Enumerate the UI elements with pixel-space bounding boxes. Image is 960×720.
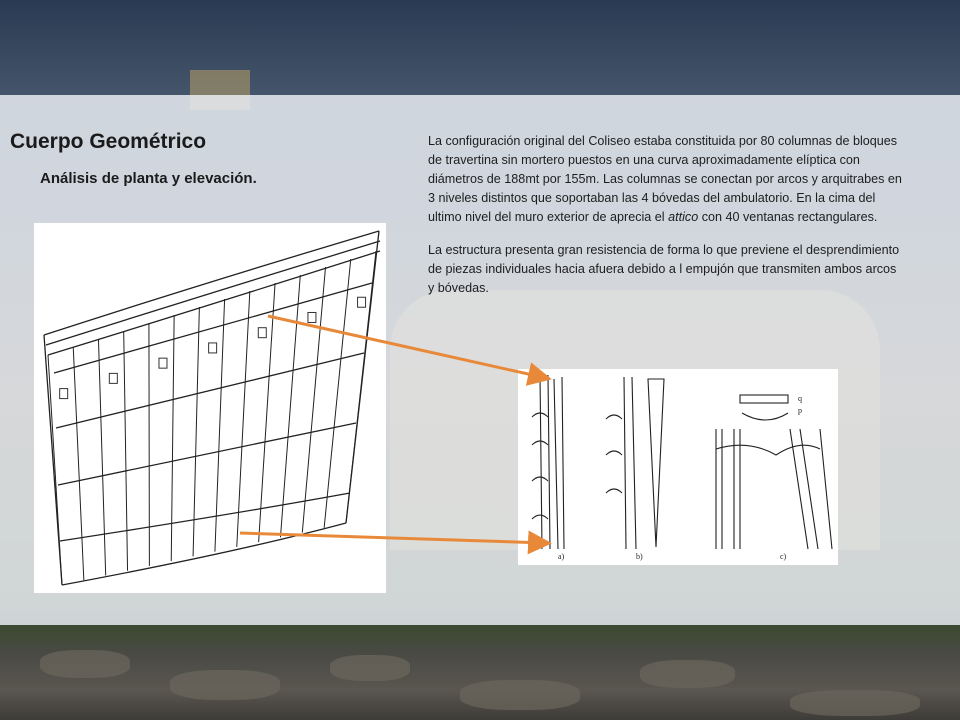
- page-subtitle: Análisis de planta y elevación.: [40, 170, 257, 187]
- attic-window: [209, 343, 217, 353]
- section-label-c: c): [780, 552, 787, 561]
- coliseum-wall-drawing-icon: [34, 223, 386, 593]
- section-label-a: a): [558, 552, 565, 561]
- wall-column: [73, 347, 84, 580]
- wall-column: [280, 275, 300, 537]
- structural-section-drawing-icon: [518, 369, 838, 565]
- paragraph-configuration: La configuración original del Coliseo estaba constituida por 80 columnas de bloques de travertina sin mortero puestos en una curva aproximadamente elíptica con diámetros de 188mt por 155m. Las columnas se conectan por arcos y arquitrabes en 3 niveles distintos que soportaban las 4 bóvedas del ambulatorio. En la cima del ultimo nivel del muro exterior de aprecia el attico con 40 ventanas rectangulares.: [428, 134, 902, 224]
- page-title: Cuerpo Geométrico: [10, 130, 207, 153]
- wall-column: [171, 315, 174, 561]
- structural-section-figure: [518, 369, 838, 565]
- wall-column: [302, 267, 325, 533]
- symbol-p: p: [798, 406, 802, 415]
- paragraph-structure: La estructura presenta gran resistencia de forma lo que previene el desprendimiento de piezas individuales hacia afuera debido a l empujón que transmiten ambos arcos y bóvedas.: [428, 243, 900, 295]
- attic-window: [358, 297, 366, 307]
- attic-window: [109, 373, 117, 383]
- attic-window: [258, 328, 266, 338]
- wall-column: [215, 299, 225, 552]
- wall-column: [124, 331, 128, 571]
- stone: [40, 650, 130, 678]
- symbol-q: q: [798, 394, 802, 403]
- stone: [790, 690, 920, 716]
- wall-column: [237, 291, 250, 547]
- attic-window: [60, 389, 68, 399]
- description-text: [428, 132, 906, 312]
- coliseum-wall-figure: [34, 223, 386, 593]
- section-label-b: b): [636, 552, 643, 561]
- stone: [460, 680, 580, 710]
- wall-column: [259, 283, 275, 542]
- attic-window: [159, 358, 167, 368]
- stone: [330, 655, 410, 681]
- stone: [640, 660, 735, 688]
- wall-column: [324, 259, 351, 528]
- attic-window: [308, 312, 316, 322]
- wall-column: [98, 339, 105, 575]
- wall-column: [346, 251, 376, 523]
- stone: [170, 670, 280, 700]
